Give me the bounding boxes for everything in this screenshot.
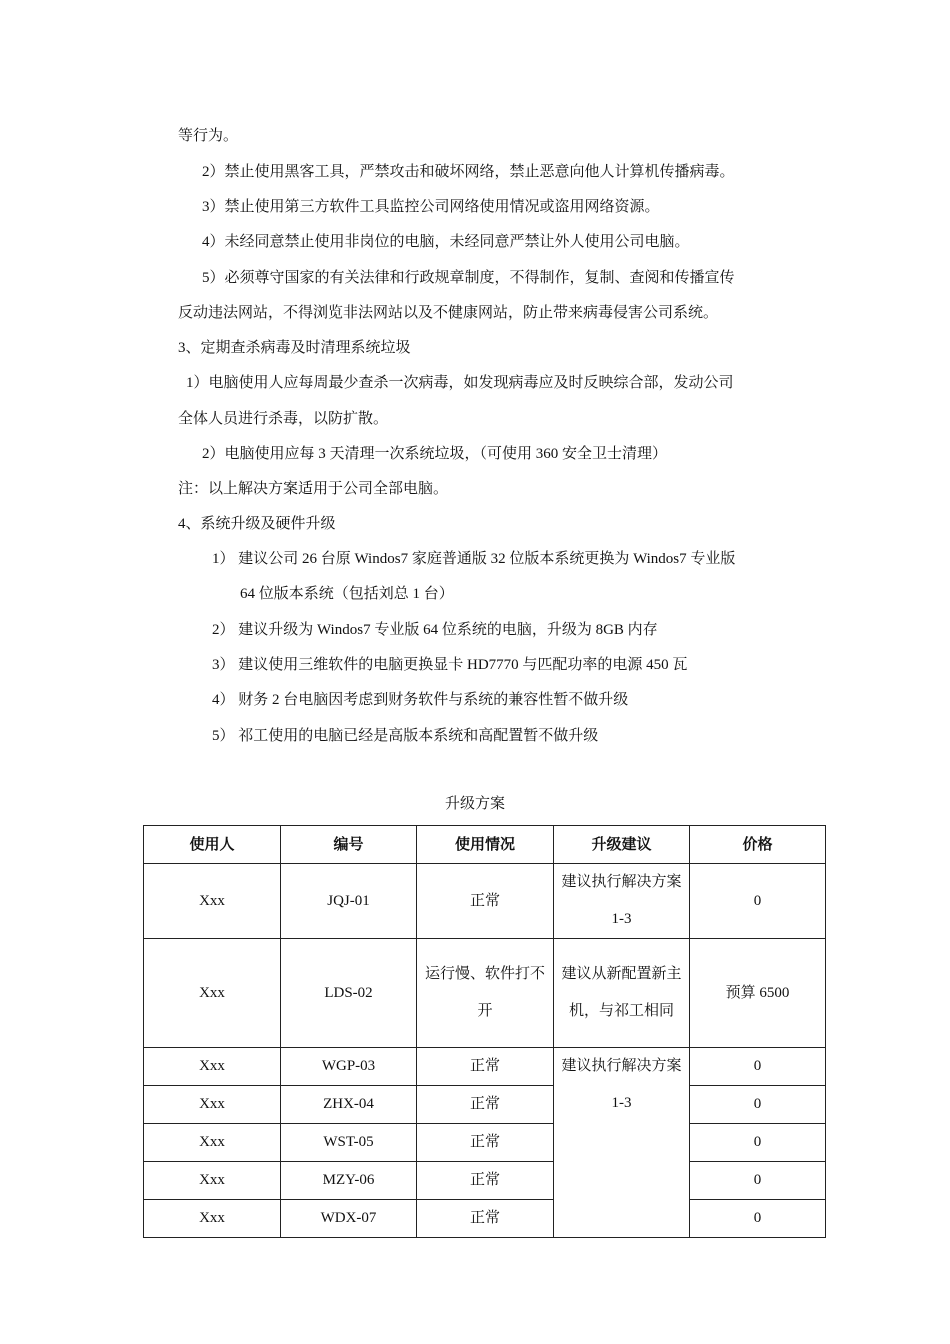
paragraph: 1）电脑使用人应每周最少查杀一次病毒，如发现病毒应及时反映综合部，发动公司 — [186, 375, 734, 391]
cell-price: 0 — [690, 1162, 826, 1200]
cell-user: Xxx — [144, 1124, 281, 1162]
cell-user: Xxx — [144, 1162, 281, 1200]
cell-advice: 建议从新配置新主机，与祁工相同 — [554, 939, 690, 1048]
cell-user: Xxx — [144, 864, 281, 939]
table-row — [144, 864, 826, 939]
cell-advice: 建议执行解决方案 1-3 — [554, 864, 690, 939]
cell-id: WDX-07 — [281, 1200, 417, 1238]
paragraph: 等行为。 — [178, 128, 239, 144]
cell-user: Xxx — [144, 1048, 281, 1086]
cell-price: 0 — [690, 1200, 826, 1238]
cell-id: ZHX-04 — [281, 1086, 417, 1124]
list-item: 5） 祁工使用的电脑已经是高版本系统和高配置暂不做升级 — [212, 728, 599, 744]
paragraph: 3）禁止使用第三方软件工具监控公司网络使用情况或盗用网络资源。 — [202, 199, 660, 215]
cell-price: 预算 6500 — [690, 939, 826, 1048]
cell-user: Xxx — [144, 1200, 281, 1238]
upgrade-table — [143, 825, 826, 1238]
table-row — [144, 1086, 826, 1124]
note: 注：以上解决方案适用于公司全部电脑。 — [178, 481, 449, 497]
cell-price: 0 — [690, 1124, 826, 1162]
header-user: 使用人 — [144, 826, 281, 864]
cell-id: LDS-02 — [281, 939, 417, 1048]
header-id: 编号 — [281, 826, 417, 864]
cell-status: 正常 — [417, 1200, 554, 1238]
table-caption: 升级方案 — [444, 796, 505, 812]
list-item: 1） 建议公司 26 台原 Windos7 家庭普通版 32 位版本系统更换为 Windos7 专业版 — [212, 551, 736, 567]
table-row — [144, 1200, 826, 1238]
cell-id: JQJ-01 — [281, 864, 417, 939]
cell-status: 正常 — [417, 1124, 554, 1162]
cell-user: Xxx — [144, 939, 281, 1048]
list-item: 3） 建议使用三维软件的电脑更换显卡 HD7770 与匹配功率的电源 450 瓦 — [212, 657, 688, 673]
table-row — [144, 939, 826, 1048]
paragraph: 4）未经同意禁止使用非岗位的电脑，未经同意严禁让外人使用公司电脑。 — [202, 234, 690, 250]
cell-status: 正常 — [417, 1162, 554, 1200]
list-item-continuation: 64 位版本系统（包括刘总 1 台） — [240, 586, 454, 602]
table-row — [144, 1162, 826, 1200]
paragraph: 全体人员进行杀毒，以防扩散。 — [178, 411, 389, 427]
paragraph: 5）必须尊守国家的有关法律和行政规章制度，不得制作，复制、查阅和传播宣传 — [202, 270, 735, 286]
section-heading: 3、定期查杀病毒及时清理系统垃圾 — [178, 340, 411, 356]
paragraph: 2）电脑使用应每 3 天清理一次系统垃圾，（可使用 360 安全卫士清理） — [202, 446, 668, 462]
cell-user: Xxx — [144, 1086, 281, 1124]
cell-advice-merged: 建议执行解决方案 1-3 — [554, 1048, 690, 1238]
table-header-row — [144, 826, 826, 864]
cell-id: WST-05 — [281, 1124, 417, 1162]
header-price: 价格 — [690, 826, 826, 864]
cell-price: 0 — [690, 864, 826, 939]
table-row — [144, 1124, 826, 1162]
cell-status: 正常 — [417, 864, 554, 939]
cell-status: 正常 — [417, 1048, 554, 1086]
header-status: 使用情况 — [417, 826, 554, 864]
header-advice: 升级建议 — [554, 826, 690, 864]
table-row — [144, 1048, 826, 1086]
cell-price: 0 — [690, 1086, 826, 1124]
cell-status: 运行慢、软件打不开 — [417, 939, 554, 1048]
paragraph: 2）禁止使用黑客工具，严禁攻击和破坏网络，禁止恶意向他人计算机传播病毒。 — [202, 164, 735, 180]
list-item: 2） 建议升级为 Windos7 专业版 64 位系统的电脑，升级为 8GB 内存 — [212, 622, 658, 638]
section-heading: 4、系统升级及硬件升级 — [178, 516, 336, 532]
paragraph: 反动违法网站，不得浏览非法网站以及不健康网站，防止带来病毒侵害公司系统。 — [178, 305, 719, 321]
list-item: 4） 财务 2 台电脑因考虑到财务软件与系统的兼容性暂不做升级 — [212, 692, 629, 708]
cell-status: 正常 — [417, 1086, 554, 1124]
cell-id: WGP-03 — [281, 1048, 417, 1086]
cell-id: MZY-06 — [281, 1162, 417, 1200]
cell-price: 0 — [690, 1048, 826, 1086]
